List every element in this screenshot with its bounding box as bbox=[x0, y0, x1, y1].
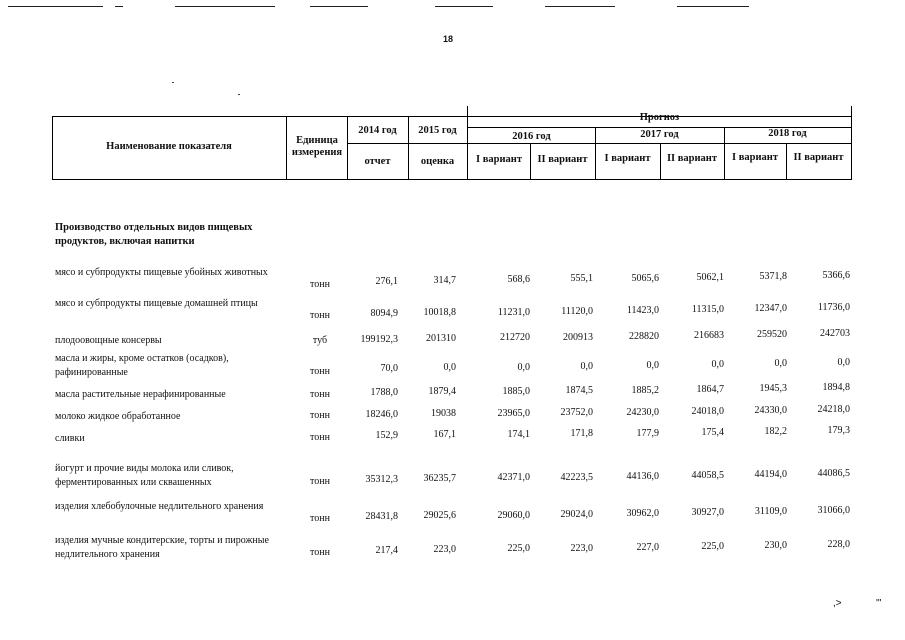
scan-line bbox=[435, 6, 493, 7]
row-value-2015: 223,0 bbox=[433, 544, 456, 555]
row-value-2018-v2: 228,0 bbox=[827, 539, 850, 550]
row-value-2016-v1: 29060,0 bbox=[497, 510, 530, 521]
row-value-2017-v1: 44136,0 bbox=[626, 471, 659, 482]
rule bbox=[52, 179, 852, 180]
header-forecast: Прогноз bbox=[639, 112, 680, 123]
row-value-2017-v2: 216683 bbox=[694, 330, 724, 341]
row-value-2015: 167,1 bbox=[433, 429, 456, 440]
row-unit: тонн bbox=[310, 513, 330, 524]
row-value-2017-v1: 1885,2 bbox=[631, 385, 659, 396]
row-unit: тонн bbox=[310, 547, 330, 558]
row-value-2017-v2: 1864,7 bbox=[696, 384, 724, 395]
row-value-2015: 19038 bbox=[431, 408, 456, 419]
row-name: сливки bbox=[55, 433, 85, 444]
row-unit: тонн bbox=[310, 310, 330, 321]
row-value-2016-v1: 212720 bbox=[500, 332, 530, 343]
scan-line bbox=[545, 6, 615, 7]
row-name: плодоовощные консервы bbox=[55, 335, 162, 346]
row-name: изделия мучные кондитерские, торты и пирожные недлительного хранения bbox=[55, 535, 269, 560]
scan-line bbox=[310, 6, 368, 7]
row-value-2016-v2: 223,0 bbox=[570, 543, 593, 554]
row-value-2017-v2: 44058,5 bbox=[691, 470, 724, 481]
header-2017-v2: II вариант bbox=[666, 153, 718, 164]
row-value-2015: 10018,8 bbox=[423, 307, 456, 318]
row-value-2018-v1: 31109,0 bbox=[754, 506, 787, 517]
row-value-2017-v2: 225,0 bbox=[701, 541, 724, 552]
row-value-2014: 70,0 bbox=[380, 363, 398, 374]
row-value-2018-v1: 182,2 bbox=[764, 426, 787, 437]
row-value-2016-v2: 0,0 bbox=[580, 361, 593, 372]
row-unit: тонн bbox=[310, 389, 330, 400]
row-value-2018-v2: 24218,0 bbox=[817, 404, 850, 415]
row-value-2017-v2: 0,0 bbox=[711, 359, 724, 370]
header-2015: 2015 год bbox=[418, 125, 457, 136]
row-value-2016-v1: 1885,0 bbox=[502, 386, 530, 397]
header-2018: 2018 год bbox=[768, 128, 807, 139]
row-name: изделия хлебобулочные недлительного хранения bbox=[55, 501, 264, 512]
scan-line bbox=[677, 6, 749, 7]
rule bbox=[286, 116, 287, 180]
row-unit: тонн bbox=[310, 410, 330, 421]
scan-line bbox=[115, 6, 123, 7]
row-value-2015: 36235,7 bbox=[423, 473, 456, 484]
scan-speck bbox=[238, 94, 240, 95]
header-unit-col: Единица измерения bbox=[291, 135, 343, 158]
row-value-2014: 199192,3 bbox=[360, 334, 398, 345]
row-value-2018-v1: 24330,0 bbox=[754, 405, 787, 416]
row-value-2017-v1: 24230,0 bbox=[626, 407, 659, 418]
row-value-2017-v2: 24018,0 bbox=[691, 406, 724, 417]
row-value-2017-v2: 30927,0 bbox=[691, 507, 724, 518]
row-value-2015: 201310 bbox=[426, 333, 456, 344]
row-value-2018-v1: 5371,8 bbox=[759, 271, 787, 282]
row-value-2015: 1879,4 bbox=[428, 386, 456, 397]
row-value-2016-v2: 29024,0 bbox=[560, 509, 593, 520]
page-number: 18 bbox=[443, 34, 454, 44]
row-value-2018-v1: 0,0 bbox=[774, 358, 787, 369]
row-value-2014: 152,9 bbox=[375, 430, 398, 441]
row-unit: тонн bbox=[310, 279, 330, 290]
row-value-2016-v1: 225,0 bbox=[507, 543, 530, 554]
row-value-2017-v1: 228820 bbox=[629, 331, 659, 342]
row-value-2015: 29025,6 bbox=[423, 510, 456, 521]
row-value-2017-v2: 5062,1 bbox=[696, 272, 724, 283]
scan-speck bbox=[172, 82, 174, 83]
row-value-2015: 314,7 bbox=[433, 275, 456, 286]
row-value-2016-v2: 200913 bbox=[563, 332, 593, 343]
row-name: мясо и субпродукты пищевые убойных животных bbox=[55, 267, 268, 278]
row-value-2014: 35312,3 bbox=[365, 474, 398, 485]
row-value-2018-v2: 0,0 bbox=[837, 357, 850, 368]
row-value-2017-v1: 177,9 bbox=[636, 428, 659, 439]
row-value-2018-v1: 1945,3 bbox=[759, 383, 787, 394]
row-value-2018-v2: 5366,6 bbox=[822, 270, 850, 281]
row-value-2018-v2: 11736,0 bbox=[817, 302, 850, 313]
row-value-2018-v1: 44194,0 bbox=[754, 469, 787, 480]
row-name: йогурт и прочие виды молока или сливок, ферментированных или сквашенных bbox=[55, 463, 234, 488]
row-value-2018-v1: 230,0 bbox=[764, 540, 787, 551]
row-unit: тонн bbox=[310, 476, 330, 487]
row-value-2014: 18246,0 bbox=[365, 409, 398, 420]
row-value-2017-v1: 227,0 bbox=[636, 542, 659, 553]
row-name: масла и жиры, кроме остатков (осадков), рафинированные bbox=[55, 353, 229, 378]
row-value-2018-v2: 1894,8 bbox=[822, 382, 850, 393]
row-value-2018-v2: 44086,5 bbox=[817, 468, 850, 479]
row-unit: туб bbox=[312, 335, 328, 346]
section-title: Производство отдельных видов пищевых продуктов, включая напитки bbox=[55, 222, 253, 247]
scan-line bbox=[8, 6, 103, 7]
row-value-2018-v2: 242703 bbox=[820, 328, 850, 339]
row-value-2016-v1: 0,0 bbox=[517, 362, 530, 373]
header-2018-v2: II вариант bbox=[793, 152, 844, 163]
row-value-2017-v2: 11315,0 bbox=[691, 304, 724, 315]
row-value-2016-v1: 42371,0 bbox=[497, 472, 530, 483]
row-value-2015: 0,0 bbox=[443, 362, 456, 373]
row-value-2016-v1: 568,6 bbox=[507, 274, 530, 285]
row-value-2016-v1: 174,1 bbox=[507, 429, 530, 440]
header-2014: 2014 год bbox=[358, 125, 397, 136]
row-value-2016-v2: 11120,0 bbox=[561, 306, 593, 317]
row-value-2016-v2: 23752,0 bbox=[560, 407, 593, 418]
header-name-col: Наименование показателя bbox=[106, 141, 232, 152]
row-value-2014: 217,4 bbox=[375, 545, 398, 556]
row-value-2018-v2: 179,3 bbox=[827, 425, 850, 436]
scan-mark: ,> bbox=[833, 598, 842, 609]
row-value-2014: 28431,8 bbox=[365, 511, 398, 522]
header-2016: 2016 год bbox=[512, 131, 551, 142]
header-2016-v2: II вариант bbox=[537, 154, 588, 165]
row-value-2016-v1: 23965,0 bbox=[497, 408, 530, 419]
row-value-2016-v1: 11231,0 bbox=[497, 307, 530, 318]
row-value-2017-v1: 30962,0 bbox=[626, 508, 659, 519]
row-value-2016-v2: 555,1 bbox=[570, 273, 593, 284]
header-report: отчет bbox=[364, 156, 391, 167]
header-estimate: оценка bbox=[420, 156, 455, 167]
rule bbox=[347, 143, 852, 144]
row-value-2018-v2: 31066,0 bbox=[817, 505, 850, 516]
header-2016-v1: I вариант bbox=[476, 154, 522, 165]
row-value-2017-v2: 175,4 bbox=[701, 427, 724, 438]
row-value-2016-v2: 1874,5 bbox=[565, 385, 593, 396]
row-value-2014: 1788,0 bbox=[370, 387, 398, 398]
row-value-2014: 276,1 bbox=[375, 276, 398, 287]
header-2018-v1: I вариант bbox=[732, 152, 778, 163]
table-header bbox=[52, 106, 852, 180]
row-name: молоко жидкое обработанное bbox=[55, 411, 181, 422]
scan-line bbox=[175, 6, 275, 7]
row-value-2014: 8094,9 bbox=[370, 308, 398, 319]
rule bbox=[851, 106, 852, 180]
row-value-2016-v2: 42223,5 bbox=[560, 472, 593, 483]
row-value-2017-v1: 0,0 bbox=[646, 360, 659, 371]
scan-mark: '" bbox=[876, 598, 882, 609]
row-value-2018-v1: 259520 bbox=[757, 329, 787, 340]
header-2017: 2017 год bbox=[640, 129, 679, 140]
row-unit: тонн bbox=[310, 432, 330, 443]
row-value-2017-v1: 11423,0 bbox=[626, 305, 659, 316]
row-name: масла растительные нерафинированные bbox=[55, 389, 226, 400]
row-value-2018-v1: 12347,0 bbox=[754, 303, 787, 314]
row-unit: тонн bbox=[310, 366, 330, 377]
row-name: мясо и субпродукты пищевые домашней птицы bbox=[55, 298, 258, 309]
header-2017-v1: I вариант bbox=[604, 153, 651, 164]
row-value-2016-v2: 171,8 bbox=[570, 428, 593, 439]
row-value-2017-v1: 5065,6 bbox=[631, 273, 659, 284]
